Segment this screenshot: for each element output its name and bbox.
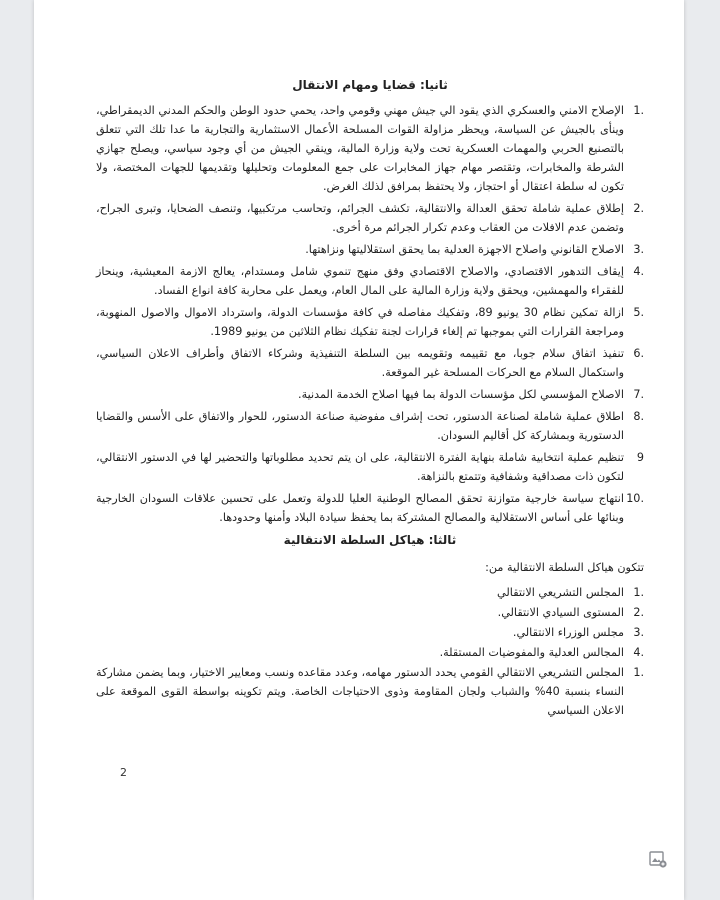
list-number: .2 <box>633 606 644 619</box>
list-number: .3 <box>633 626 644 639</box>
list-item <box>96 583 644 602</box>
list-item <box>96 385 644 404</box>
section3-detail-item <box>96 663 644 720</box>
list-text: مجلس الوزراء الانتقالي. <box>512 626 624 639</box>
list-item <box>96 489 644 527</box>
list-text: الاصلاح القانوني واصلاح الاجهزة العدلية بما يحقق استقلاليتها ونزاهتها. <box>305 243 624 256</box>
list-item <box>96 448 644 486</box>
section2-list <box>96 101 644 527</box>
list-text: المجلس التشريعي الانتقالي القومي يحدد الدستور مهامه، وعدد مقاعده ونسب ومعايير الاختيار، وبما يضمن مشاركة النساء بنسبة 40% والشباب ولجان المقاومة وذوى الاحتياجات الخاصة. ويتم تكوينه بواسطة القوى الموقعة على الاعلان السياسي <box>96 666 624 717</box>
list-number: .1 <box>633 104 644 117</box>
page-number: 2 <box>120 766 127 779</box>
document-page <box>34 0 684 900</box>
list-item <box>96 407 644 445</box>
list-number: .8 <box>633 410 644 423</box>
list-text: تنفيذ اتفاق سلام جوبا، مع تقييمه وتقويمه بين السلطة التنفيذية وشركاء الاتفاق وأطراف الاعلان السياسي، واستكمال السلام مع الحركات المسلحة غير الموقعة. <box>96 347 624 379</box>
list-item <box>96 199 644 237</box>
list-number: .1 <box>633 666 644 679</box>
document-content <box>96 76 644 723</box>
list-text: المجالس العدلية والمفوضيات المستقلة. <box>439 646 624 659</box>
list-item <box>96 344 644 382</box>
list-number: .4 <box>633 646 644 659</box>
list-item <box>96 262 644 300</box>
list-text: إطلاق عملية شاملة تحقق العدالة والانتقالية، تكشف الجرائم، وتحاسب مرتكبيها، وتنصف الضحايا، وتبرى الجراح، وتضمن عدم الافلات من العقاب وعدم تكرار الجرائم مرة أخرى. <box>96 202 624 234</box>
list-number: 9 <box>636 451 644 464</box>
list-number: .5 <box>633 306 644 319</box>
list-number: .6 <box>633 347 644 360</box>
section3-list <box>96 583 644 662</box>
list-text: انتهاج سياسة خارجية متوازنة تحقق المصالح الوطنية العليا للدولة وتعمل على تحسين علاقات السودان الخارجية وبنائها على أساس الاستقلالية والمصالح المشتركة بما يحفظ سيادة البلاد وأمنها وحدودها. <box>96 492 624 524</box>
list-text: تنظيم عملية انتخابية شاملة بنهاية الفترة الانتقالية، على ان يتم تحديد مطلوباتها والتحضير لها في الدستور الانتقالي، لتكون ذات مصداقية وشفافية وتتمتع بالنزاهة. <box>96 451 624 483</box>
list-text: اطلاق عملية شاملة لصناعة الدستور، تحت إشراف مفوضية صناعة الدستور، للحوار والاتفاق على الأسس والقضايا الدستورية وبمشاركة كل أقاليم السودان. <box>96 410 624 442</box>
list-text: المجلس التشريعي الانتقالي <box>497 586 624 599</box>
list-item <box>96 623 644 642</box>
list-number: .7 <box>633 388 644 401</box>
section3-title: ثالثا: هياكل السلطة الانتقالية <box>283 533 457 547</box>
section3-intro: تتكون هياكل السلطة الانتقالية من: <box>485 561 644 574</box>
list-item <box>96 643 644 662</box>
list-number: .1 <box>633 586 644 599</box>
list-text: الاصلاح المؤسسي لكل مؤسسات الدولة بما فيها اصلاح الخدمة المدنية. <box>298 388 624 401</box>
list-text: الإصلاح الامني والعسكري الذي يقود الي جيش مهني وقومي واحد، يحمي حدود الوطن والحكم المدني الديمقراطي، وينأى بالجيش عن السياسة، ويحظر مزاولة القوات المسلحة الأعمال الاستثمارية والتجارية ما عدا تلك التي تتعلق بالتصنيع الحربي والمهمات العسكرية تحت ولاية وزارة المالية، وينقي الجيش من أي وجود سياسي، ويصلح جهازي الشرطة والمخابرات، وتقتصر مهام جهاز المخابرات على جمع المعلومات وتحليلها وتقديمها للجهات المختصة، ولا تكون له سلطة اعتقال أو احتجاز، ولا يحتفظ بمرافق لذلك الغرض. <box>96 104 624 193</box>
list-item <box>96 303 644 341</box>
list-number: .10 <box>626 492 644 505</box>
list-text: المستوى السيادي الانتقالي. <box>497 606 624 619</box>
list-item <box>96 101 644 196</box>
image-edit-icon[interactable] <box>648 849 668 869</box>
image-edit-glyph <box>648 849 668 869</box>
list-text: ازالة تمكين نظام 30 يونيو 89، وتفكيك مفاصله في كافة مؤسسات الدولة، واسترداد الاموال والاصول المنهوبة، ومراجعة القرارات التي بموجبها تم إلغاء قرارات لجنة تفكيك نظام الثلاثين من يونيو 1989. <box>96 306 625 338</box>
list-number: .2 <box>633 202 644 215</box>
list-item <box>96 603 644 622</box>
list-number: .4 <box>633 265 644 278</box>
list-number: .3 <box>633 243 644 256</box>
list-item <box>96 240 644 259</box>
section2-title: ثانيا: قضايا ومهام الانتقال <box>292 78 448 92</box>
list-text: إيقاف التدهور الاقتصادي، والاصلاح الاقتصادي وفق منهج تنموي شامل ومستدام، يعالج الازمة المعيشية، وينحاز للفقراء والمهمشين، ويحقق ولاية وزارة المالية على المال العام، ويعمل على محاربة كافة انواع الفساد. <box>96 265 624 297</box>
